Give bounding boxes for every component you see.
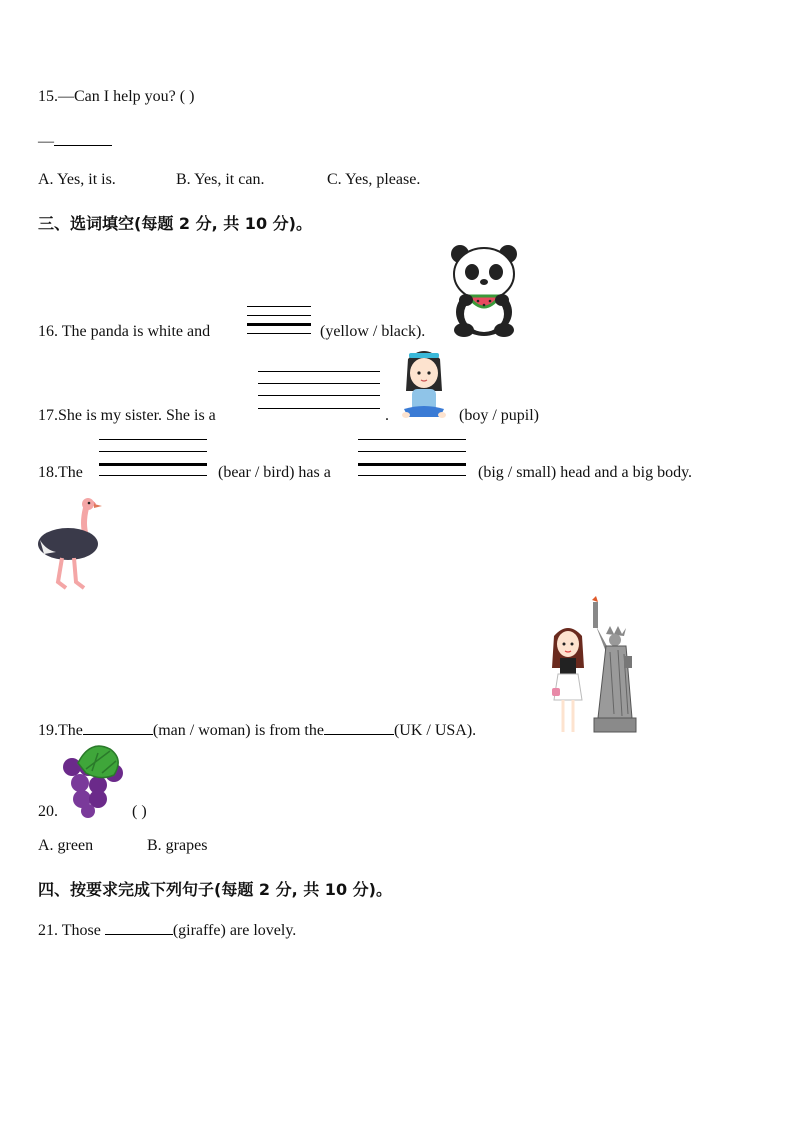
q21-middle: (giraffe) are lovely. [172, 922, 297, 939]
grapes-icon [60, 741, 126, 819]
q17-suffix: (boy / pupil) [459, 407, 539, 424]
q20-option-b: B. grapes [147, 837, 208, 854]
section-4-heading: 四、按要求完成下列句子(每题 2 分, 共 10 分)。 [38, 880, 392, 899]
q17-period: . [385, 407, 389, 424]
q15-option-b: B. Yes, it can. [176, 171, 265, 188]
q16-answer-lines[interactable] [247, 306, 311, 340]
q19-middle: (man / woman) is from the [152, 722, 324, 739]
q20-number: 20. [38, 803, 58, 820]
section-3-heading: 三、选词填空(每题 2 分, 共 10 分)。 [38, 214, 312, 233]
q15-option-a: A. Yes, it is. [38, 171, 116, 188]
q17-answer-lines[interactable] [258, 371, 380, 411]
q19-prefix: 19.The [38, 722, 83, 739]
q17-prefix: 17.She is my sister. She is a [38, 407, 216, 424]
girl-icon [396, 347, 452, 423]
q18-answer-lines-2[interactable] [358, 439, 466, 479]
q21-blank[interactable] [105, 920, 173, 935]
q16-prefix: 16. The panda is white and [38, 323, 211, 340]
q19-line [38, 720, 476, 740]
q19-suffix: (UK / USA). [393, 722, 477, 739]
q15-question: 15.—Can I help you? ( ) [38, 88, 195, 105]
statue-of-liberty-icon [584, 596, 642, 736]
q18-suffix: (big / small) head and a big body. [478, 464, 693, 481]
q18-middle: (bear / bird) has a [218, 464, 331, 481]
q16-suffix: (yellow / black). [320, 323, 426, 340]
q20-paren: ( ) [132, 803, 147, 820]
woman-icon [548, 624, 588, 736]
q15-reply-dash: — [38, 133, 54, 150]
q19-blank-2[interactable] [324, 720, 394, 735]
q19-blank-1[interactable] [83, 720, 153, 735]
q21-line [38, 920, 296, 940]
q15-answer-blank[interactable] [54, 131, 112, 146]
ostrich-icon [36, 496, 108, 596]
q20-option-a: A. green [38, 837, 94, 854]
q15-option-c: C. Yes, please. [327, 171, 421, 188]
q18-prefix: 18.The [38, 464, 83, 481]
q18-answer-lines-1[interactable] [99, 439, 207, 479]
q15-reply [38, 131, 112, 151]
q21-prefix: 21. Those [38, 922, 101, 939]
panda-icon [446, 244, 522, 338]
